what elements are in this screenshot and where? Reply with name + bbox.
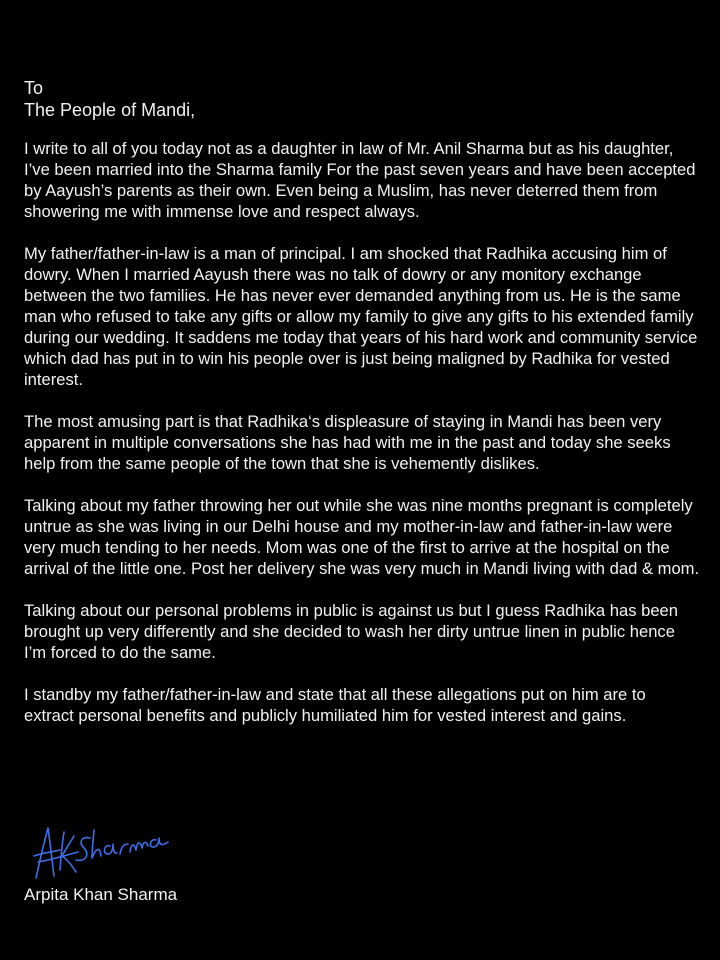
salutation-recipient: The People of Mandi,	[24, 100, 196, 120]
salutation-to: To	[24, 78, 44, 98]
salutation	[24, 77, 700, 121]
paragraph-5: Talking about our personal problems in public is against us but I guess Radhika has been brought up very differently and she decided to wash her dirty untrue linen in public hence I’m forced to do the same.	[24, 601, 679, 662]
paragraph-6: I standby my father/father-in-law and state that all these allegations put on him are to extract personal benefits and publicly humiliated him for vested interest and gains.	[24, 685, 646, 725]
paragraph-1: I write to all of you today not as a daughter in law of Mr. Anil Sharma but as his daughter, I’ve been married into the Sharma family For the past seven years and have been accepted by Aayush’s parents as their own. Even being a Muslim, has never deterred them from showering me with immense love and respect always.	[24, 139, 696, 221]
paragraph-3: The most amusing part is that Radhika‘s displeasure of staying in Mandi has been very apparent in multiple conversations she has had with me in the past and today she seeks help from the same people of the town that she is vehemently dislikes.	[24, 412, 671, 473]
paragraph-4: Talking about my father throwing her out while she was nine months pregnant is completely untrue as she was living in our Delhi house and my mother-in-law and father-in-law were very much tending to her needs. Mom was one of the first to arrive at the hospital on the arrival of the little one. Post her delivery she was very much in Mandi living with dad & mom.	[24, 496, 700, 578]
paragraph-2: My father/father-in-law is a man of principal. I am shocked that Radhika accusing him of dowry. When I married Aayush there was no talk of dowry or any monitory exchange between the two families. He has never ever demanded anything from us. He is the same man who refused to take any gifts or allow my family to give any gifts to his extended family during our wedding. It saddens me today that years of his hard work and community service which dad has put in to win his people over is just being maligned by Radhika for vested interest.	[24, 244, 698, 389]
handwritten-signature	[30, 820, 170, 882]
letter-body	[24, 77, 700, 747]
signer-name: Arpita Khan Sharma	[24, 885, 178, 904]
